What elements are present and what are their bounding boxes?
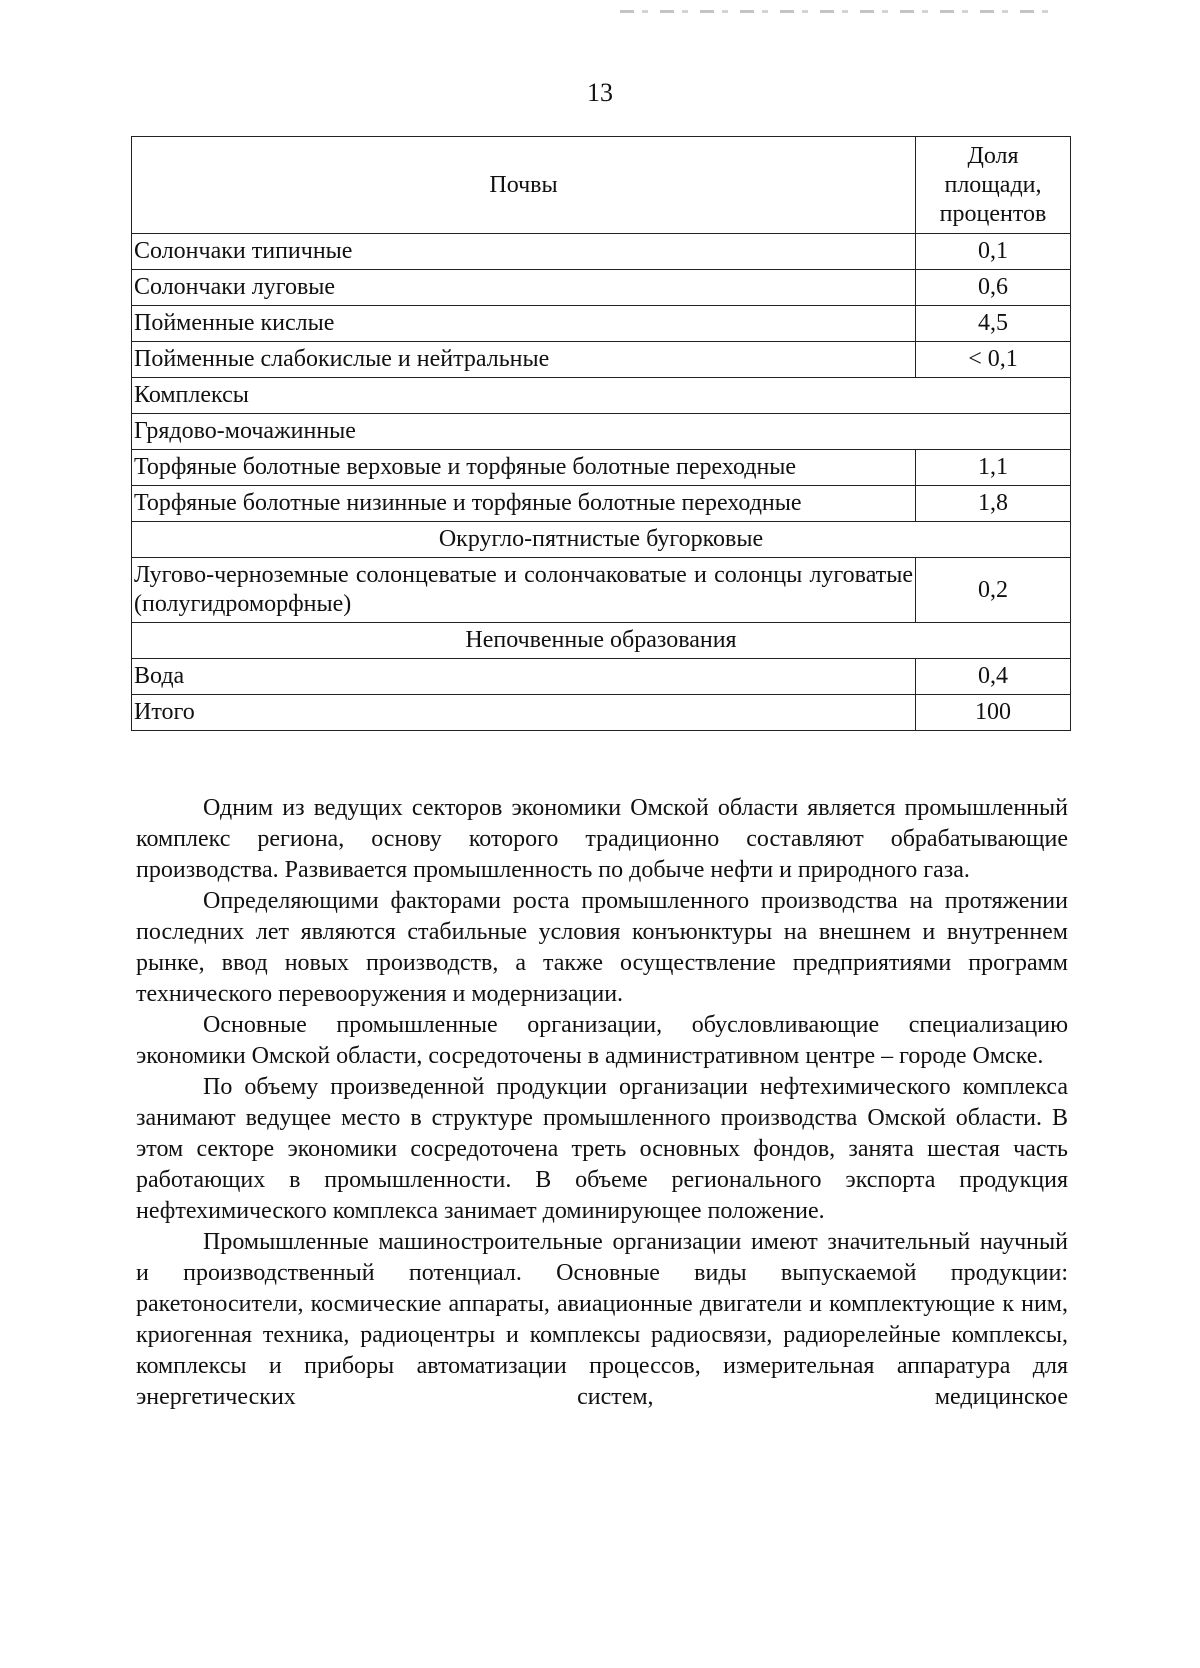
total-share: 100 <box>916 695 1071 731</box>
table-row <box>132 659 1071 695</box>
table-row <box>132 234 1071 270</box>
soil-name: Солончаки луговые <box>132 270 916 306</box>
paragraph: Определяющими факторами роста промышленного производства на протяжении последних лет являются стабильные условия конъюнктуры на внешнем и внутреннем рынке, ввод новых производств, а также осуществление предприятиями программ технического перевооружения и модернизации. <box>136 888 1068 1007</box>
table-row <box>132 414 1071 450</box>
soil-name: Торфяные болотные низинные и торфяные болотные переходные <box>132 486 916 522</box>
group-heading: Комплексы <box>132 378 1071 414</box>
soil-name: Пойменные кислые <box>132 306 916 342</box>
table-row <box>132 342 1071 378</box>
soil-share: < 0,1 <box>916 342 1071 378</box>
soil-share: 0,2 <box>916 558 1071 623</box>
subgroup-heading: Округло-пятнистые бугорковые <box>132 522 1071 558</box>
soil-name: Солончаки типичные <box>132 234 916 270</box>
header-soil: Почвы <box>132 137 916 234</box>
soil-share-table <box>131 136 1071 731</box>
soil-share: 0,6 <box>916 270 1071 306</box>
soil-share: 1,1 <box>916 450 1071 486</box>
subgroup-heading: Грядово-мочажинные <box>132 414 1071 450</box>
table-row <box>132 623 1071 659</box>
soil-name: Вода <box>132 659 916 695</box>
soil-name: Лугово-черноземные солонцеватые и солончаковатые и солонцы луговатые (полугидроморфные) <box>132 558 916 623</box>
soil-share: 0,1 <box>916 234 1071 270</box>
soil-share: 4,5 <box>916 306 1071 342</box>
table-row <box>132 450 1071 486</box>
table-header-row <box>132 137 1071 234</box>
soil-name: Пойменные слабокислые и нейтральные <box>132 342 916 378</box>
table-row <box>132 270 1071 306</box>
header-share: Доля площади, процентов <box>916 137 1071 234</box>
paragraph: Одним из ведущих секторов экономики Омской области является промышленный комплекс региона, основу которого традиционно составляют обрабатывающие производства. Развивается промышленность по добыче нефти и природного газа. <box>136 795 1068 883</box>
table-row <box>132 522 1071 558</box>
paragraph: Основные промышленные организации, обусловливающие специализацию экономики Омской области, сосредоточены в административном центре – городе Омске. <box>136 1012 1068 1069</box>
paragraph: По объему произведенной продукции организации нефтехимического комплекса занимают ведущее место в структуре промышленного производства Омской области. В этом секторе экономики сосредоточена треть основных фондов, занята шестая часть работающих в промышленности. В объеме регионального экспорта продукция нефтехимического комплекса занимает доминирующее положение. <box>136 1074 1068 1224</box>
paragraph: Промышленные машиностроительные организации имеют значительный научный и производственный потенциал. Основные виды выпускаемой продукции: ракетоносители, космические аппараты, авиационные двигатели и комплектующие к ним, криогенная техника, радиоцентры и комплексы радиосвязи, радиорелейные комплексы, комплексы и приборы автоматизации процессов, измерительная аппаратура для энергетических систем, медицинское <box>136 1229 1068 1410</box>
page-number: 13 <box>587 78 613 107</box>
soil-share: 0,4 <box>916 659 1071 695</box>
total-label: Итого <box>132 695 916 731</box>
table-row <box>132 558 1071 623</box>
body-text <box>136 793 1068 1413</box>
soil-name: Торфяные болотные верховые и торфяные болотные переходные <box>132 450 916 486</box>
table-row-total <box>132 695 1071 731</box>
table-row <box>132 486 1071 522</box>
soil-share: 1,8 <box>916 486 1071 522</box>
table-row <box>132 378 1071 414</box>
table-row <box>132 306 1071 342</box>
group-heading: Непочвенные образования <box>132 623 1071 659</box>
scan-artifact <box>620 10 1060 13</box>
